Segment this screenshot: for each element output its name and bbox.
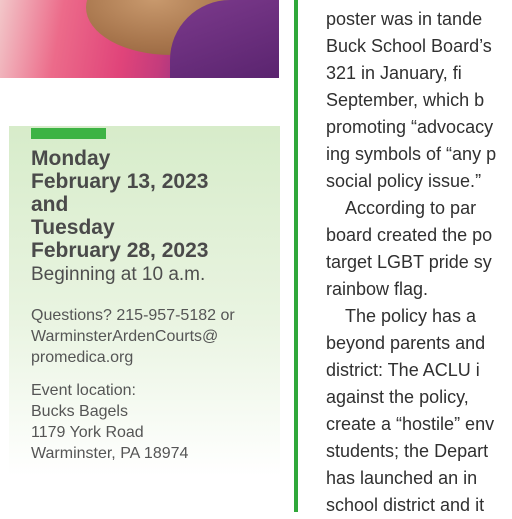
date-line: February 28, 2023 [31,239,209,262]
date-line: Monday [31,147,111,170]
article-line: beyond parents and [326,333,486,353]
column-divider [294,0,298,512]
contact-line: WarminsterArdenCourts@ [31,328,219,345]
contact-line: promedica.org [31,349,134,366]
article-column [326,6,512,519]
article-line: Buck School Board’s [326,36,492,56]
event-accent-bar [31,128,106,139]
date-line: February 13, 2023 [31,170,209,193]
location-line: 1179 York Road [31,424,144,441]
article-line: promoting “advocacy [326,117,494,137]
article-line: poster was in tande [326,9,483,29]
article-line: September, which b [326,90,485,110]
date-line: Tuesday [31,216,115,239]
event-start-time: Beginning at 10 a.m. [31,264,206,285]
location-line: Warminster, PA 18974 [31,445,189,462]
contact-line: Questions? 215-957-5182 or [31,307,235,324]
article-line: rainbow flag. [326,279,429,299]
article-line: create a “hostile” env [326,414,495,434]
date-line: and [31,193,69,216]
article-line: district: The ACLU i [326,360,480,380]
article-line: has launched an in [326,468,478,488]
article-line: social policy issue.” [326,171,482,191]
article-line: students; the Depart [326,441,489,461]
article-line: According to par [345,198,477,218]
event-contact [31,305,235,368]
article-line: 321 in January, fi [326,63,462,83]
article-line: against the policy, [326,387,469,407]
location-line: Event location: [31,382,136,399]
article-line: school district and it [326,495,485,515]
article-line: target LGBT pride sy [326,252,492,272]
location-line: Bucks Bagels [31,403,128,420]
article-line: ing symbols of “any p [326,144,497,164]
article-line: The policy has a [345,306,477,326]
article-line: board created the po [326,225,493,245]
event-location [31,380,188,464]
photo-image [0,0,279,78]
event-dates [31,147,208,262]
